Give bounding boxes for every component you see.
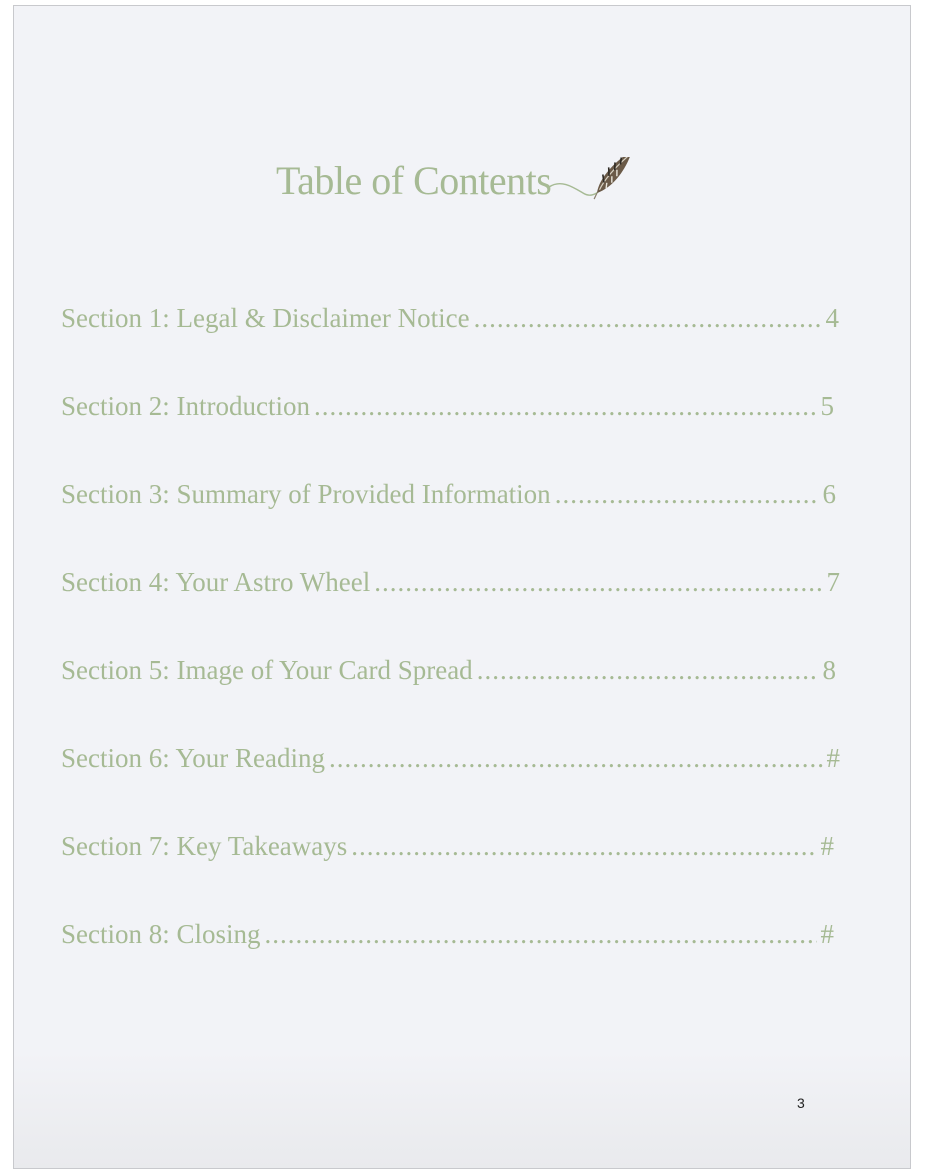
toc-entry[interactable]	[61, 831, 834, 865]
dot-leader	[555, 479, 819, 510]
toc-entry[interactable]	[61, 743, 840, 777]
toc-entry-page: #	[820, 919, 834, 949]
feather-icon	[547, 157, 639, 207]
dot-leader	[329, 743, 822, 774]
toc-entry[interactable]	[61, 655, 836, 689]
document-page	[13, 5, 911, 1169]
toc-entry-label: Section 2: Introduction	[61, 391, 310, 421]
toc-entry-page: 5	[820, 391, 834, 421]
toc-entry-label: Section 1: Legal & Disclaimer Notice	[61, 303, 470, 333]
dot-leader	[351, 831, 816, 862]
dot-leader	[477, 655, 819, 686]
dot-leader	[374, 567, 822, 598]
toc-entry[interactable]	[61, 479, 836, 513]
page-number: 3	[797, 1095, 805, 1111]
toc-entry-page: #	[820, 831, 834, 861]
toc-entry[interactable]	[61, 919, 834, 953]
toc-entry-page: #	[826, 743, 840, 773]
toc-entry-page: 8	[822, 655, 836, 685]
toc-entry[interactable]	[61, 567, 840, 601]
toc-entry-label: Section 4: Your Astro Wheel	[61, 567, 371, 597]
dot-leader	[314, 391, 817, 422]
toc-entry-label: Section 5: Image of Your Card Spread	[61, 655, 473, 685]
page-title: Table of Contents	[276, 158, 552, 203]
dot-leader	[265, 919, 817, 950]
toc-entry-label: Section 8: Closing	[61, 919, 261, 949]
toc-entry-page: 6	[822, 479, 836, 509]
toc-entry-page: 4	[825, 303, 839, 333]
title-row	[276, 141, 639, 201]
toc-entry-label: Section 7: Key Takeaways	[61, 831, 348, 861]
toc-entry-label: Section 3: Summary of Provided Information	[61, 479, 551, 509]
toc-entry[interactable]	[61, 303, 839, 337]
toc-entry[interactable]	[61, 391, 834, 425]
toc-entry-page: 7	[826, 567, 840, 597]
dot-leader	[474, 303, 822, 334]
toc-entry-label: Section 6: Your Reading	[61, 743, 326, 773]
